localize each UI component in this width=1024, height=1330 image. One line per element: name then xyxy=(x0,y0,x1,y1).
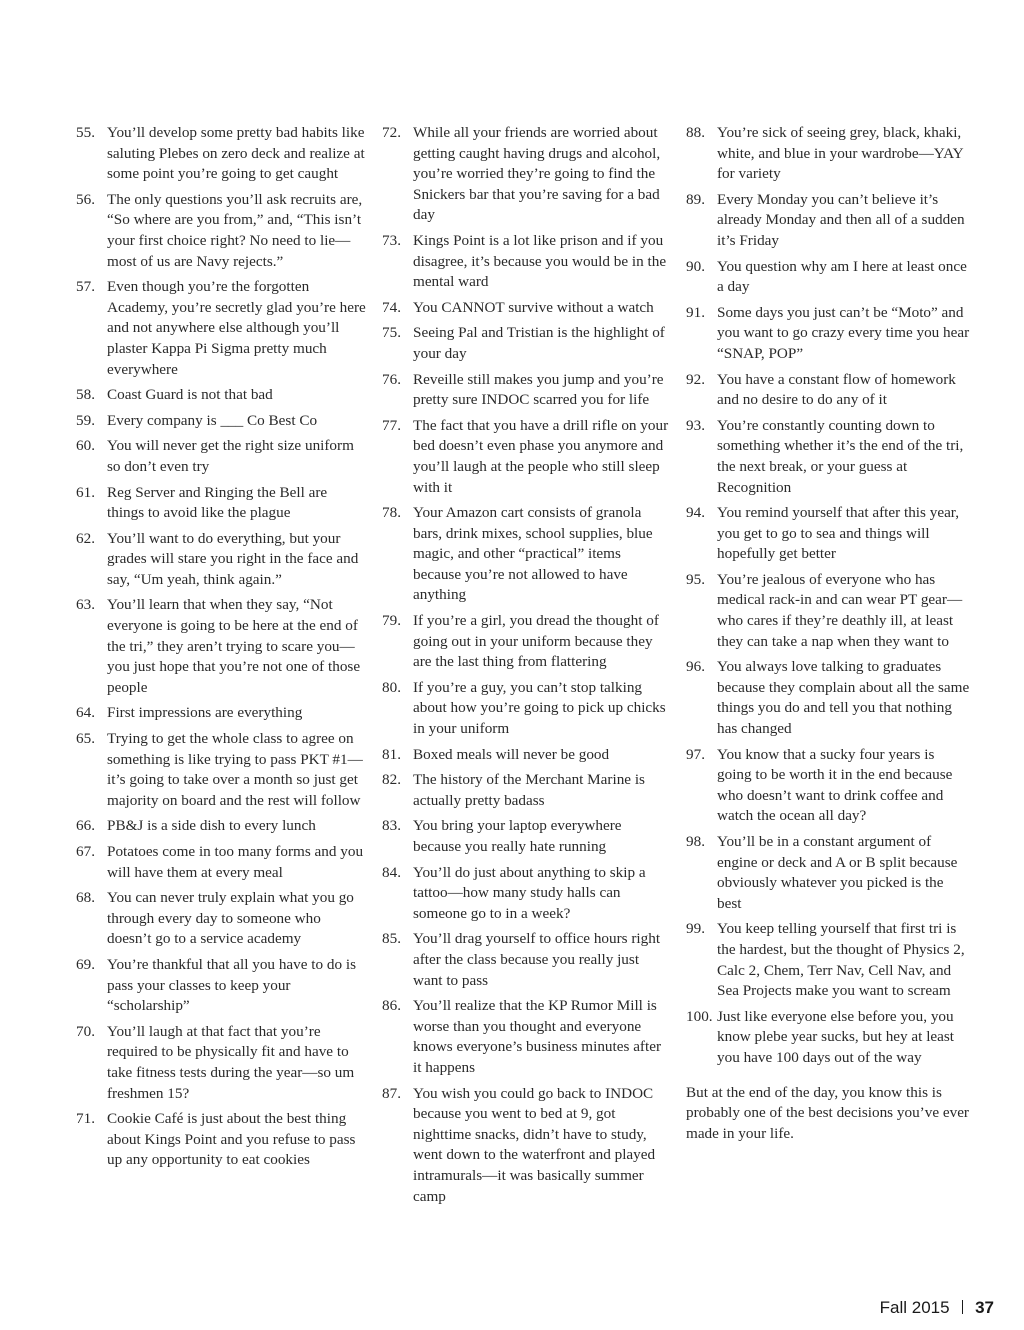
item-text: You have a constant flow of homework and no desire to do any of it xyxy=(717,370,956,409)
item-text: You remind yourself that after this year, you get to go to sea and things will hopefully get better xyxy=(717,504,960,563)
item-number: 96. xyxy=(686,658,705,676)
list-item xyxy=(76,729,366,811)
list-item xyxy=(686,745,970,827)
item-text: You’ll want to do everything, but your grades will stare you right in the face and say, “Um yeah, think again.” xyxy=(107,529,359,588)
list-item xyxy=(686,570,970,652)
item-text: Reg Server and Ringing the Bell are things to avoid like the plague xyxy=(107,483,328,522)
item-text: Kings Point is a lot like prison and if you disagree, it’s because you would be in the mental ward xyxy=(413,231,667,291)
item-text: You’re thankful that all you have to do is pass your classes to keep your “scholarship” xyxy=(107,955,357,1015)
item-text: Boxed meals will never be good xyxy=(413,745,610,763)
item-number: 59. xyxy=(76,411,95,429)
item-text: You keep telling yourself that first tri is the hardest, but the thought of Physics 2, Calc 2, Chem, Terr Nav, Cell Nav, and Sea Projects make you want to scream xyxy=(717,920,965,1000)
list-item xyxy=(382,863,672,925)
item-number: 79. xyxy=(382,612,401,630)
item-text: The fact that you have a drill rifle on your bed doesn’t even phase you anymore and you’ll laugh at the people who still sleep with it xyxy=(413,416,669,496)
list-item xyxy=(382,416,672,498)
item-text: You will never get the right size uniform so don’t even try xyxy=(107,437,354,475)
item-text: You know that a sucky four years is going to be worth it in the end because who doesn’t want to drink coffee and watch the ocean all day? xyxy=(717,745,953,825)
item-number: 65. xyxy=(76,730,95,748)
item-number: 85. xyxy=(382,930,401,948)
item-text: You’re sick of seeing grey, black, khaki, white, and blue in your wardrobe—YAY for variety xyxy=(717,124,964,183)
item-number: 62. xyxy=(76,529,95,547)
item-text: You’ll do just about anything to skip a tattoo—how many study halls can someone go to in a week? xyxy=(413,863,646,922)
list-item xyxy=(686,303,970,365)
list-item xyxy=(686,1007,970,1069)
item-text: You’ll realize that the KP Rumor Mill is worse than you thought and everyone knows everyone’s business minutes after it happens xyxy=(413,997,662,1076)
list-item xyxy=(76,483,366,524)
item-number: 57. xyxy=(76,278,95,296)
list-item xyxy=(686,416,970,498)
item-number: 90. xyxy=(686,257,705,275)
issue-label: Fall 2015 xyxy=(879,1298,950,1317)
item-number: 83. xyxy=(382,817,401,835)
list-item xyxy=(76,1022,366,1104)
tips-list xyxy=(686,123,970,1069)
item-number: 55. xyxy=(76,124,95,141)
page-number: 37 xyxy=(975,1298,994,1317)
item-number: 73. xyxy=(382,231,401,249)
item-number: 81. xyxy=(382,745,401,763)
list-item xyxy=(382,503,672,606)
item-text: Cookie Café is just about the best thing about Kings Point and you refuse to pass up any opportunity to eat cookies xyxy=(107,1110,356,1169)
list-item xyxy=(76,123,366,185)
list-item xyxy=(686,257,970,298)
item-text: You question why am I here at least once a day xyxy=(717,257,967,296)
item-number: 82. xyxy=(382,771,401,789)
list-item xyxy=(76,1109,366,1171)
item-text: PB&J is a side dish to every lunch xyxy=(107,817,316,835)
item-number: 91. xyxy=(686,303,705,321)
item-text: While all your friends are worried about getting caught having drugs and alcohol, you’re worried they’re going to find the Snickers bar that you’re saving for a bad day xyxy=(413,124,661,224)
item-number: 60. xyxy=(76,437,95,455)
list-item xyxy=(76,436,366,477)
item-number: 75. xyxy=(382,324,401,342)
item-number: 95. xyxy=(686,570,705,588)
column-2 xyxy=(382,123,672,1212)
item-number: 66. xyxy=(76,817,95,835)
item-number: 99. xyxy=(686,920,705,938)
tips-list xyxy=(382,123,672,1207)
list-item xyxy=(686,657,970,739)
item-text: You CANNOT survive without a watch xyxy=(413,298,654,316)
item-number: 58. xyxy=(76,386,95,404)
item-number: 89. xyxy=(686,190,705,208)
item-number: 80. xyxy=(382,678,401,696)
footer-divider xyxy=(962,1300,964,1314)
item-text: You wish you could go back to INDOC because you went to bed at 9, got nighttime snacks, didn’t have to study, went down to the waterfront and played intramurals—it was basically summer camp xyxy=(413,1084,656,1205)
item-text: You’ll drag yourself to office hours right after the class because you really just want to pass xyxy=(413,930,661,989)
list-item xyxy=(382,1084,672,1208)
item-number: 70. xyxy=(76,1022,95,1040)
item-text: You’ll be in a constant argument of engine or deck and A or B split because obviously whatever you picked is the best xyxy=(717,833,958,912)
list-item xyxy=(76,816,366,837)
item-number: 87. xyxy=(382,1084,401,1102)
list-item xyxy=(382,678,672,740)
item-text: You’re jealous of everyone who has medical rack-in and can wear PT gear—who cares if they’re deathly ill, at least they can take a nap when they want to xyxy=(717,570,963,650)
item-number: 78. xyxy=(382,504,401,522)
list-item xyxy=(382,929,672,991)
item-number: 56. xyxy=(76,190,95,208)
item-text: First impressions are everything xyxy=(107,704,303,722)
item-number: 67. xyxy=(76,843,95,860)
list-item xyxy=(686,123,970,185)
item-number: 88. xyxy=(686,124,705,141)
list-item xyxy=(382,816,672,857)
item-text: Potatoes come in too many forms and you will have them at every meal xyxy=(107,843,364,881)
page-footer xyxy=(880,1298,994,1318)
item-number: 92. xyxy=(686,370,705,388)
item-number: 61. xyxy=(76,483,95,501)
list-item xyxy=(382,298,672,319)
list-item xyxy=(76,529,366,591)
item-number: 76. xyxy=(382,370,401,388)
item-text: Your Amazon cart consists of granola bars, drink mixes, school supplies, blue magic, and other “practical” items because you’re not allowed to have anything xyxy=(413,504,653,604)
list-item xyxy=(382,370,672,411)
list-item xyxy=(76,277,366,380)
item-text: You’ll develop some pretty bad habits like saluting Plebes on zero deck and realize at some point you’re going to get caught xyxy=(107,124,365,183)
list-item xyxy=(382,996,672,1078)
list-item xyxy=(382,770,672,811)
item-text: You’re constantly counting down to something whether it’s the end of the tri, the next break, or your guess at Recognition xyxy=(717,416,964,496)
item-number: 72. xyxy=(382,124,401,141)
item-text: The only questions you’ll ask recruits are, “So where are you from,” and, “This isn’t your first choice right? No need to lie—most of us are Navy rejects.” xyxy=(107,190,363,270)
item-text: Coast Guard is not that bad xyxy=(107,386,273,404)
item-text: You bring your laptop everywhere because you really hate running xyxy=(413,817,622,855)
list-item xyxy=(686,370,970,411)
item-number: 71. xyxy=(76,1110,95,1128)
item-text: Trying to get the whole class to agree on something is like trying to pass PKT #1—it’s going to take over a month so just get majority on board and the rest will follow xyxy=(107,730,363,809)
list-item xyxy=(382,611,672,673)
list-item xyxy=(76,595,366,698)
item-text: You’ll laugh at that fact that you’re required to be physically fit and have to take fitness tests during the year—so um freshmen 15? xyxy=(107,1022,355,1102)
list-item xyxy=(76,842,366,883)
item-number: 98. xyxy=(686,833,705,850)
item-text: Some days you just can’t be “Moto” and you want to go crazy every time you hear “SNAP, POP” xyxy=(717,303,970,362)
item-text: Even though you’re the forgotten Academy, you’re secretly glad you’re here and not anywhere else although you’ll plaster Kappa Pi Sigma pretty much everywhere xyxy=(107,278,366,378)
list-item xyxy=(686,503,970,565)
item-text: Reveille still makes you jump and you’re pretty sure INDOC scarred you for life xyxy=(413,370,664,409)
item-number: 94. xyxy=(686,504,705,522)
tips-list xyxy=(76,123,366,1171)
list-item xyxy=(76,385,366,406)
list-item xyxy=(382,231,672,293)
item-number: 69. xyxy=(76,955,95,973)
item-number: 68. xyxy=(76,889,95,907)
item-text: Every company is ___ Co Best Co xyxy=(107,411,318,429)
item-text: You always love talking to graduates because they complain about all the same things you do and tell you that nothing has changed xyxy=(717,658,970,738)
list-item xyxy=(382,123,672,226)
list-item xyxy=(382,745,672,766)
item-number: 63. xyxy=(76,596,95,614)
item-number: 77. xyxy=(382,416,401,434)
list-item xyxy=(76,411,366,432)
item-text: The history of the Merchant Marine is actually pretty badass xyxy=(413,771,645,809)
item-text: You can never truly explain what you go through every day to someone who doesn’t go to a service academy xyxy=(107,889,354,948)
item-number: 74. xyxy=(382,298,401,316)
list-item xyxy=(76,955,366,1017)
item-number: 86. xyxy=(382,997,401,1015)
closing-paragraph: But at the end of the day, you know this is probably one of the best decisions you’ve ever made in your life. xyxy=(686,1083,969,1142)
item-number: 84. xyxy=(382,863,401,881)
item-text: If you’re a guy, you can’t stop talking about how you’re going to pick up chicks in your uniform xyxy=(413,678,666,738)
column-1 xyxy=(76,123,366,1176)
item-number: 93. xyxy=(686,416,705,434)
list-item xyxy=(686,190,970,252)
item-text: You’ll learn that when they say, “Not everyone is going to be here at the end of the tri,” they aren’t trying to scare you—you just hope that you’re not one of those people xyxy=(107,596,361,696)
item-text: Just like everyone else before you, you know plebe year sucks, but hey at least you have 100 days out of the way xyxy=(717,1007,955,1066)
list-item xyxy=(76,703,366,724)
item-text: Seeing Pal and Tristian is the highlight of your day xyxy=(413,324,665,362)
list-item xyxy=(76,888,366,950)
item-text: If you’re a girl, you dread the thought of going out in your uniform because they are the last thing from flattering xyxy=(413,612,659,671)
item-number: 64. xyxy=(76,704,95,722)
list-item xyxy=(76,190,366,272)
item-number: 97. xyxy=(686,745,705,763)
list-item xyxy=(382,323,672,364)
column-3 xyxy=(686,123,970,1160)
item-text: Every Monday you can’t believe it’s already Monday and then all of a sudden it’s Friday xyxy=(717,190,965,249)
list-item xyxy=(686,919,970,1001)
item-number: 100. xyxy=(686,1007,713,1025)
list-item xyxy=(686,832,970,914)
